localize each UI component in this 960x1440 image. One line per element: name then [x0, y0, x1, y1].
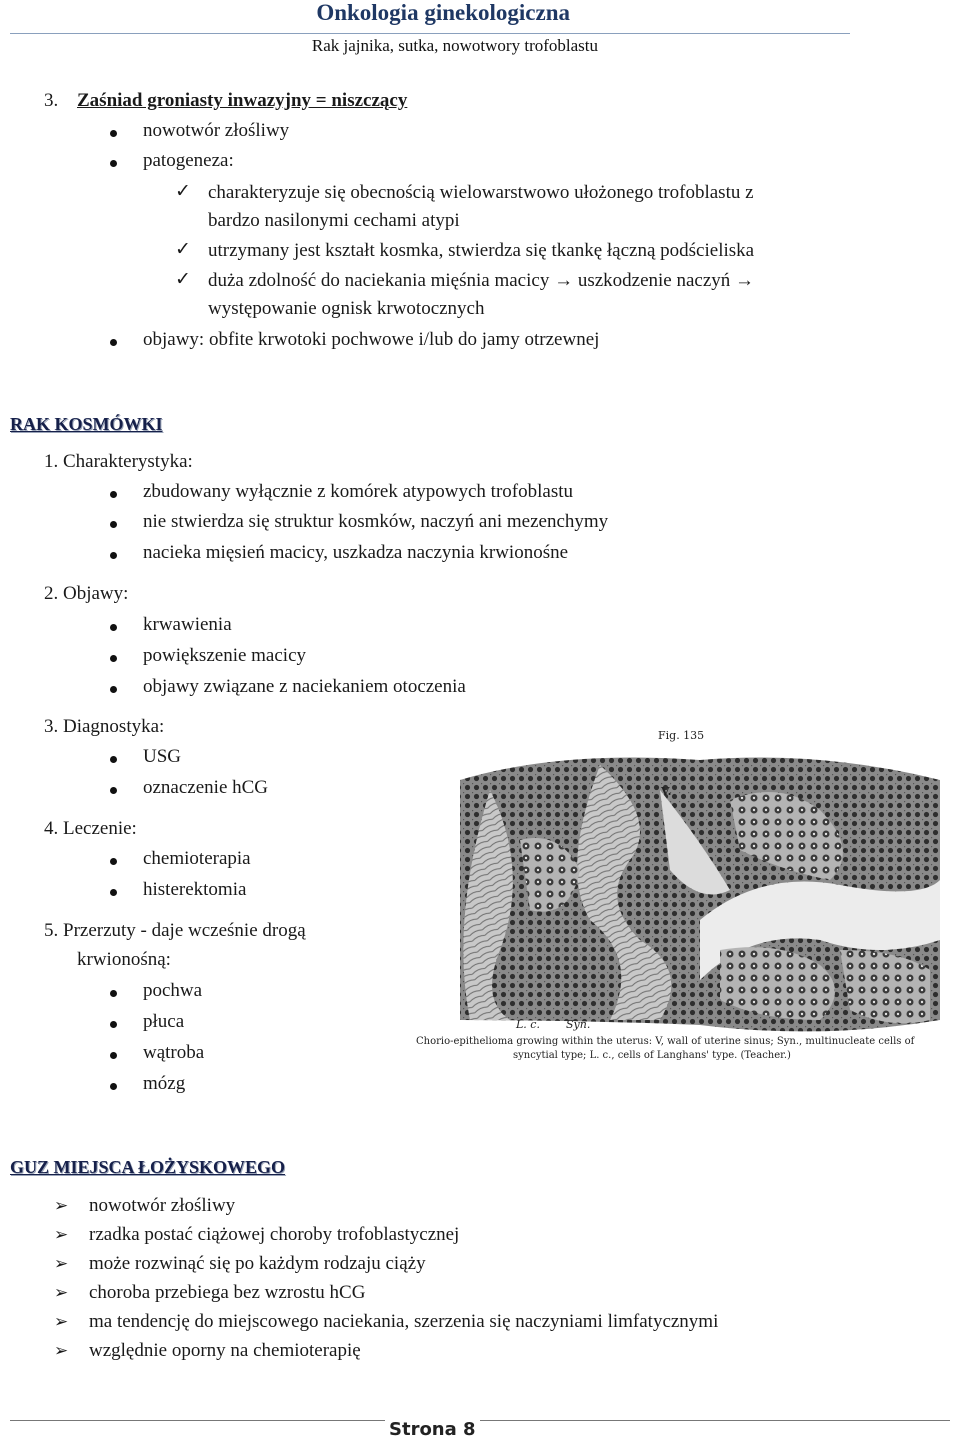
list-item: ma tendencję do miejscowego naciekania, szerzenia się naczyniami limfatycznymi — [89, 1311, 719, 1332]
invasive-mole-heading: Zaśniad groniasty inwazyjny = niszczący — [77, 90, 408, 111]
list-item: mózg — [143, 1073, 186, 1094]
arrowhead-icon: ➢ — [54, 1341, 69, 1361]
list-item: rzadka postać ciążowej choroby trofoblastycznej — [89, 1224, 460, 1245]
checkmark-icon: ✓ — [175, 268, 191, 290]
list-item: krwawienia — [143, 614, 232, 635]
figure-number: Fig. 135 — [658, 729, 705, 742]
bullet-icon — [110, 339, 117, 346]
list-item-continued: występowanie ognisk krwotocznych — [208, 298, 485, 319]
bullet-icon — [110, 787, 117, 794]
histology-micrograph — [400, 720, 955, 1090]
arrowhead-icon: ➢ — [54, 1254, 69, 1274]
psstt-heading: GUZ MIEJSCA ŁOŻYSKOWEGO — [10, 1157, 286, 1177]
list-item: charakteryzuje się obecnością wielowarstwowo ułożonego trofoblastu z — [208, 182, 754, 203]
list-item: nowotwór złośliwy — [89, 1195, 236, 1216]
histology-figure — [400, 720, 955, 1090]
list-item: wątroba — [143, 1042, 205, 1063]
bullet-icon — [110, 552, 117, 559]
bullet-icon — [110, 624, 117, 631]
checkmark-icon: ✓ — [175, 180, 191, 202]
label-lc: L. c. — [516, 1018, 540, 1031]
arrowhead-icon: ➢ — [54, 1225, 69, 1245]
list-item: patogeneza: — [143, 150, 234, 171]
subsection-heading: 3. Diagnostyka: — [44, 716, 165, 737]
list-item: zbudowany wyłącznie z komórek atypowych trofoblastu — [143, 481, 574, 502]
page-number: Strona 8 — [385, 1419, 480, 1440]
bullet-icon — [110, 686, 117, 693]
figure-caption-line-2: syncytial type; L. c., cells of Langhans' type. (Teacher.) — [513, 1050, 791, 1061]
bullet-icon — [110, 1052, 117, 1059]
arrowhead-icon: ➢ — [54, 1283, 69, 1303]
document-subtitle: Rak jajnika, sutka, nowotwory trofoblastu — [311, 36, 598, 55]
section-number: 3. — [44, 90, 59, 111]
list-item: pochwa — [143, 980, 203, 1001]
subsection-heading: 1. Charakterystyka: — [44, 451, 193, 472]
list-item: może rozwinąć się po każdym rodzaju ciąży — [89, 1253, 426, 1274]
list-item: utrzymany jest kształt kosmka, stwierdza się tkankę łączną podścieliska — [208, 240, 755, 261]
choriocarcinoma-heading: RAK KOSMÓWKI — [10, 414, 163, 434]
bullet-icon — [110, 1083, 117, 1090]
list-item: chemioterapia — [143, 848, 251, 869]
footer-divider — [10, 1420, 950, 1421]
list-item: histerektomia — [143, 879, 247, 900]
list-item: objawy: obfite krwotoki pochwowe i/lub do jamy otrzewnej — [143, 329, 600, 350]
checkmark-icon: ✓ — [175, 238, 191, 260]
bullet-icon — [110, 990, 117, 997]
bullet-icon — [110, 160, 117, 167]
bullet-icon — [110, 756, 117, 763]
list-item: powiększenie macicy — [143, 645, 307, 666]
arrowhead-icon: ➢ — [54, 1196, 69, 1216]
list-item: objawy związane z naciekaniem otoczenia — [143, 676, 466, 697]
bullet-icon — [110, 521, 117, 528]
subsection-heading-continued: krwionośną: — [77, 949, 171, 970]
list-item: choroba przebiega bez wzrostu hCG — [89, 1282, 366, 1303]
list-item: duża zdolność do naciekania mięśnia macicy → uszkodzenie naczyń → — [208, 270, 755, 291]
label-syn: Syn. — [566, 1018, 591, 1031]
bullet-icon — [110, 1021, 117, 1028]
list-item: płuca — [143, 1011, 185, 1032]
document-title: Onkologia ginekologiczna — [316, 0, 570, 25]
subsection-heading: 2. Objawy: — [44, 583, 129, 604]
figure-caption-line-1: Chorio-epithelioma growing within the uterus: V, wall of uterine sinus; Syn., multinucleate cells of — [416, 1036, 915, 1047]
subsection-heading: 4. Leczenie: — [44, 818, 137, 839]
list-item: USG — [143, 746, 182, 767]
header-divider — [10, 33, 850, 34]
list-item: nie stwierdza się struktur kosmków, naczyń ani mezenchymy — [143, 511, 609, 532]
list-item: względnie oporny na chemioterapię — [89, 1340, 361, 1361]
list-item: nacieka mięsień macicy, uszkadza naczynia krwionośne — [143, 542, 569, 563]
arrowhead-icon: ➢ — [54, 1312, 69, 1332]
bullet-icon — [110, 858, 117, 865]
label-v: V. — [661, 785, 672, 798]
subsection-heading: 5. Przerzuty - daje wcześnie drogą — [44, 920, 306, 941]
bullet-icon — [110, 491, 117, 498]
list-item-continued: bardzo nasilonymi cechami atypi — [208, 210, 460, 231]
list-item: oznaczenie hCG — [143, 777, 269, 798]
bullet-icon — [110, 130, 117, 137]
bullet-icon — [110, 655, 117, 662]
list-item: nowotwór złośliwy — [143, 120, 290, 141]
bullet-icon — [110, 889, 117, 896]
